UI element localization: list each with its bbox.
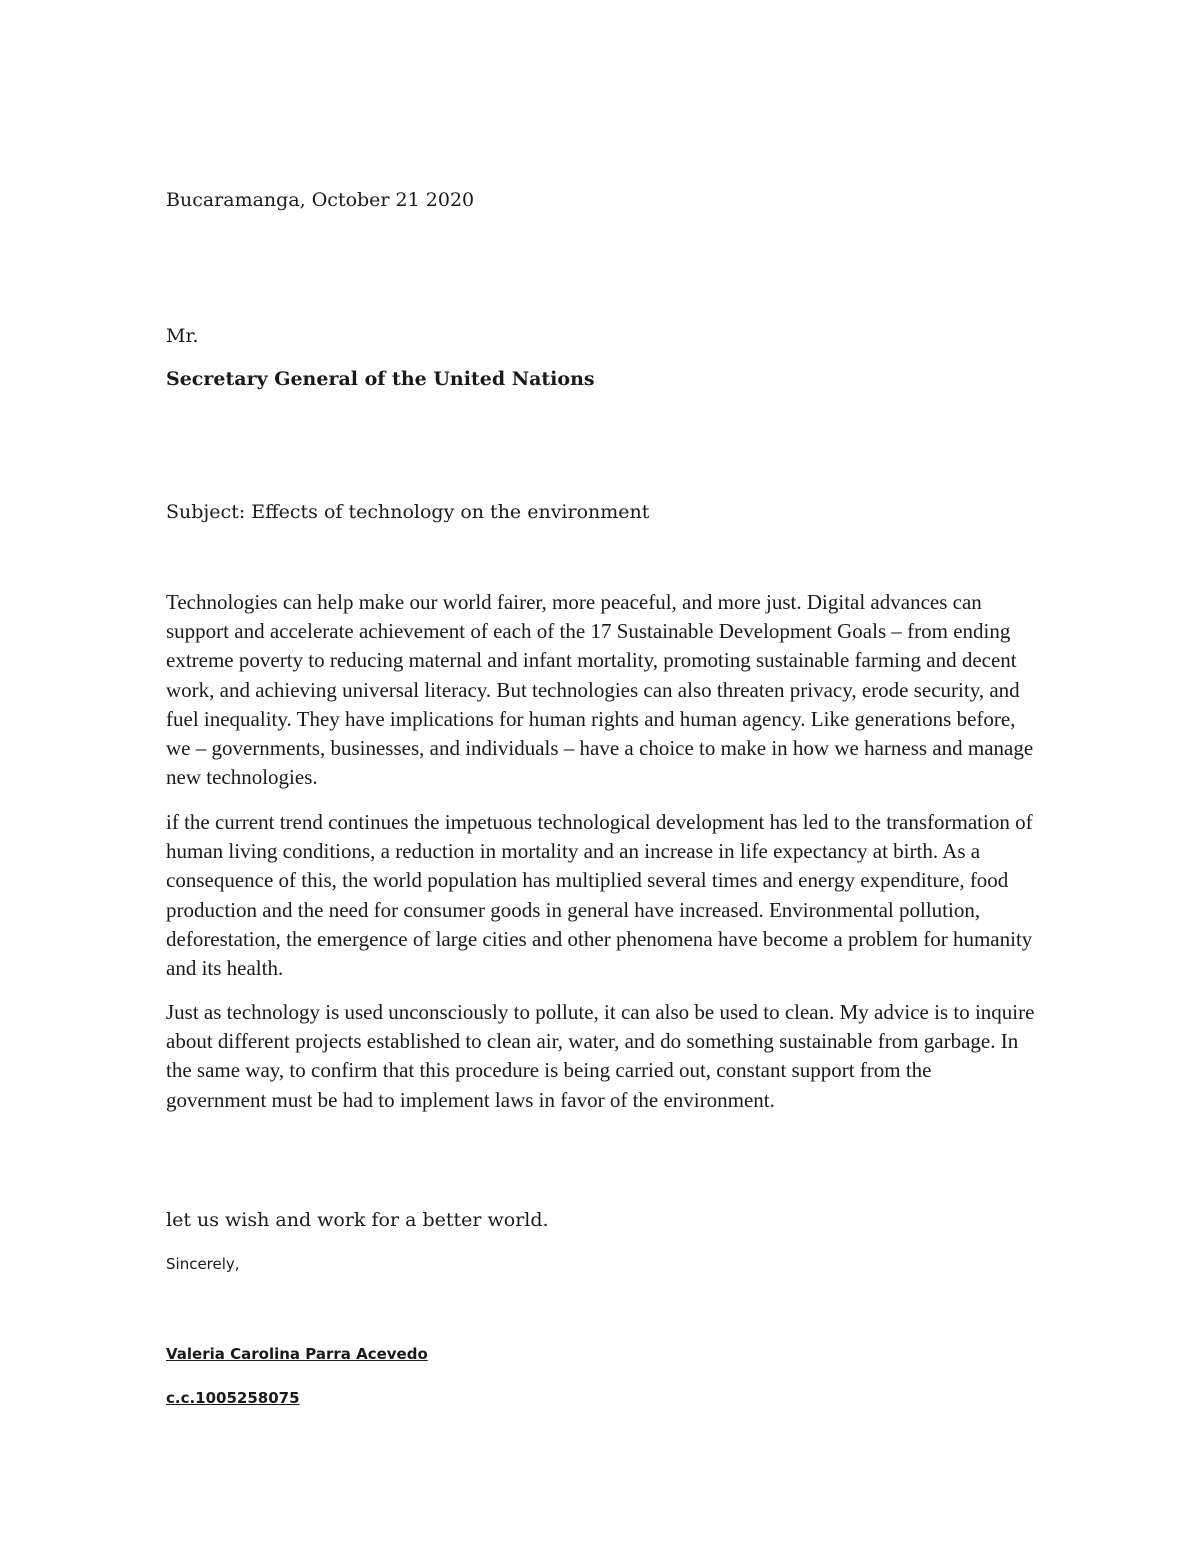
body-paragraph-3: Just as technology is used unconsciously to pollute, it can also be used to clean. My advice is to inquire about different projects established to clean air, water, and do something sustainable from garbage. In the same way, to confirm that this procedure is being carried out, constant support from the government must be had to implement laws in favor of the environment. (166, 1000, 1035, 1112)
body-paragraph-1: Technologies can help make our world fairer, more peaceful, and more just. Digital advances can support and accelerate achievement of each of the 17 Sustainable Development Goals – from ending extreme poverty to reducing maternal and infant mortality, promoting sustainable farming and decent work, and achieving universal literacy. But technologies can also threaten privacy, erode security, and fuel inequality. They have implications for human rights and human agency. Like generations before, we – governments, businesses, and individuals – have a choice to make in how we harness and manage new technologies. (166, 590, 1034, 790)
recipient: Secretary General of the United Nations (166, 368, 595, 390)
sign-off: Sincerely, (166, 1255, 240, 1273)
body-paragraph-2: if the current trend continues the impetuous technological development has led to the transformation of human living conditions, a reduction in mortality and an increase in life expectancy at birth. As a consequence of this, the world population has multiplied several times and energy expenditure, food production and the need for consumer goods in general have increased. Environmental pollution, deforestation, the emergence of large cities and other phenomena have become a problem for humanity and its health. (166, 810, 1033, 981)
signer-id: c.c.1005258075 (166, 1389, 300, 1407)
place-date: Bucaramanga, October 21 2020 (166, 189, 475, 211)
closing-wish: let us wish and work for a better world. (166, 1209, 549, 1231)
signer-name: Valeria Carolina Parra Acevedo (166, 1345, 428, 1363)
subject-line: Subject: Effects of technology on the environment (166, 501, 650, 523)
salutation: Mr. (166, 325, 199, 347)
